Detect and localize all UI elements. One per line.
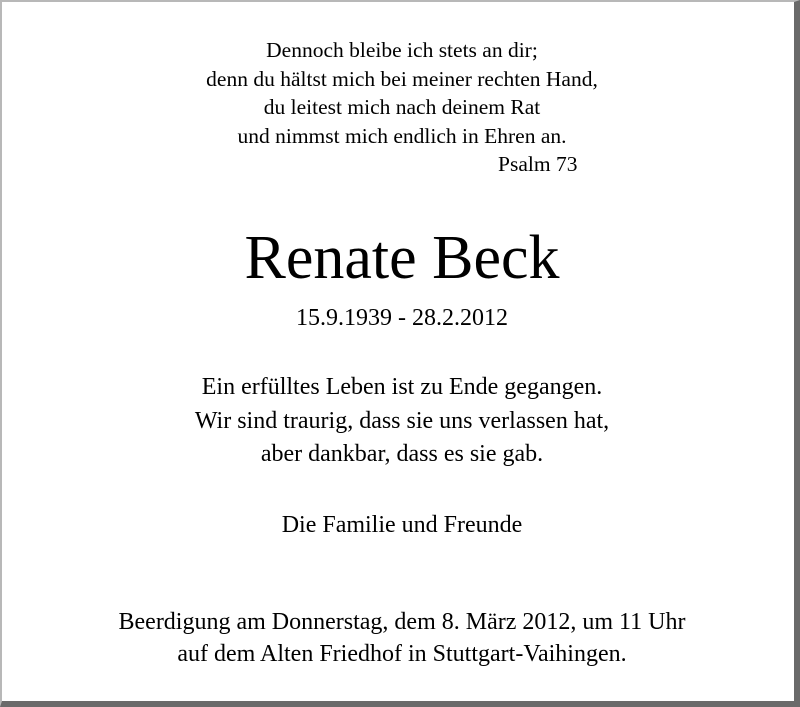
deceased-name: Renate Beck [244, 224, 560, 292]
funeral-line: Beerdigung am Donnerstag, dem 8. März 2012, um 11 Uhr [118, 609, 686, 635]
family-signature: Die Familie und Freunde [281, 512, 523, 538]
funeral-line: auf dem Alten Friedhof in Stuttgart-Vaihingen. [177, 641, 627, 667]
funeral-details [2, 606, 800, 670]
psalm-line: und nimmst mich endlich in Ehren an. [237, 123, 567, 148]
psalm-line: Dennoch bleibe ich stets an dir; [266, 38, 538, 62]
psalm-verse [2, 36, 800, 150]
message-line: Wir sind traurig, dass sie uns verlassen hat, [194, 407, 610, 434]
life-dates: 15.9.1939 - 28.2.2012 [296, 305, 508, 331]
psalm-line: denn du hältst mich bei meiner rechten Hand, [206, 66, 598, 91]
psalm-reference: Psalm 73 [498, 152, 578, 176]
message-line: aber dankbar, dass es sie gab. [260, 441, 544, 467]
message-line: Ein erfülltes Leben ist zu Ende gegangen. [201, 374, 603, 400]
memorial-message [2, 371, 800, 472]
psalm-line: du leitest mich nach deinem Rat [263, 95, 541, 119]
